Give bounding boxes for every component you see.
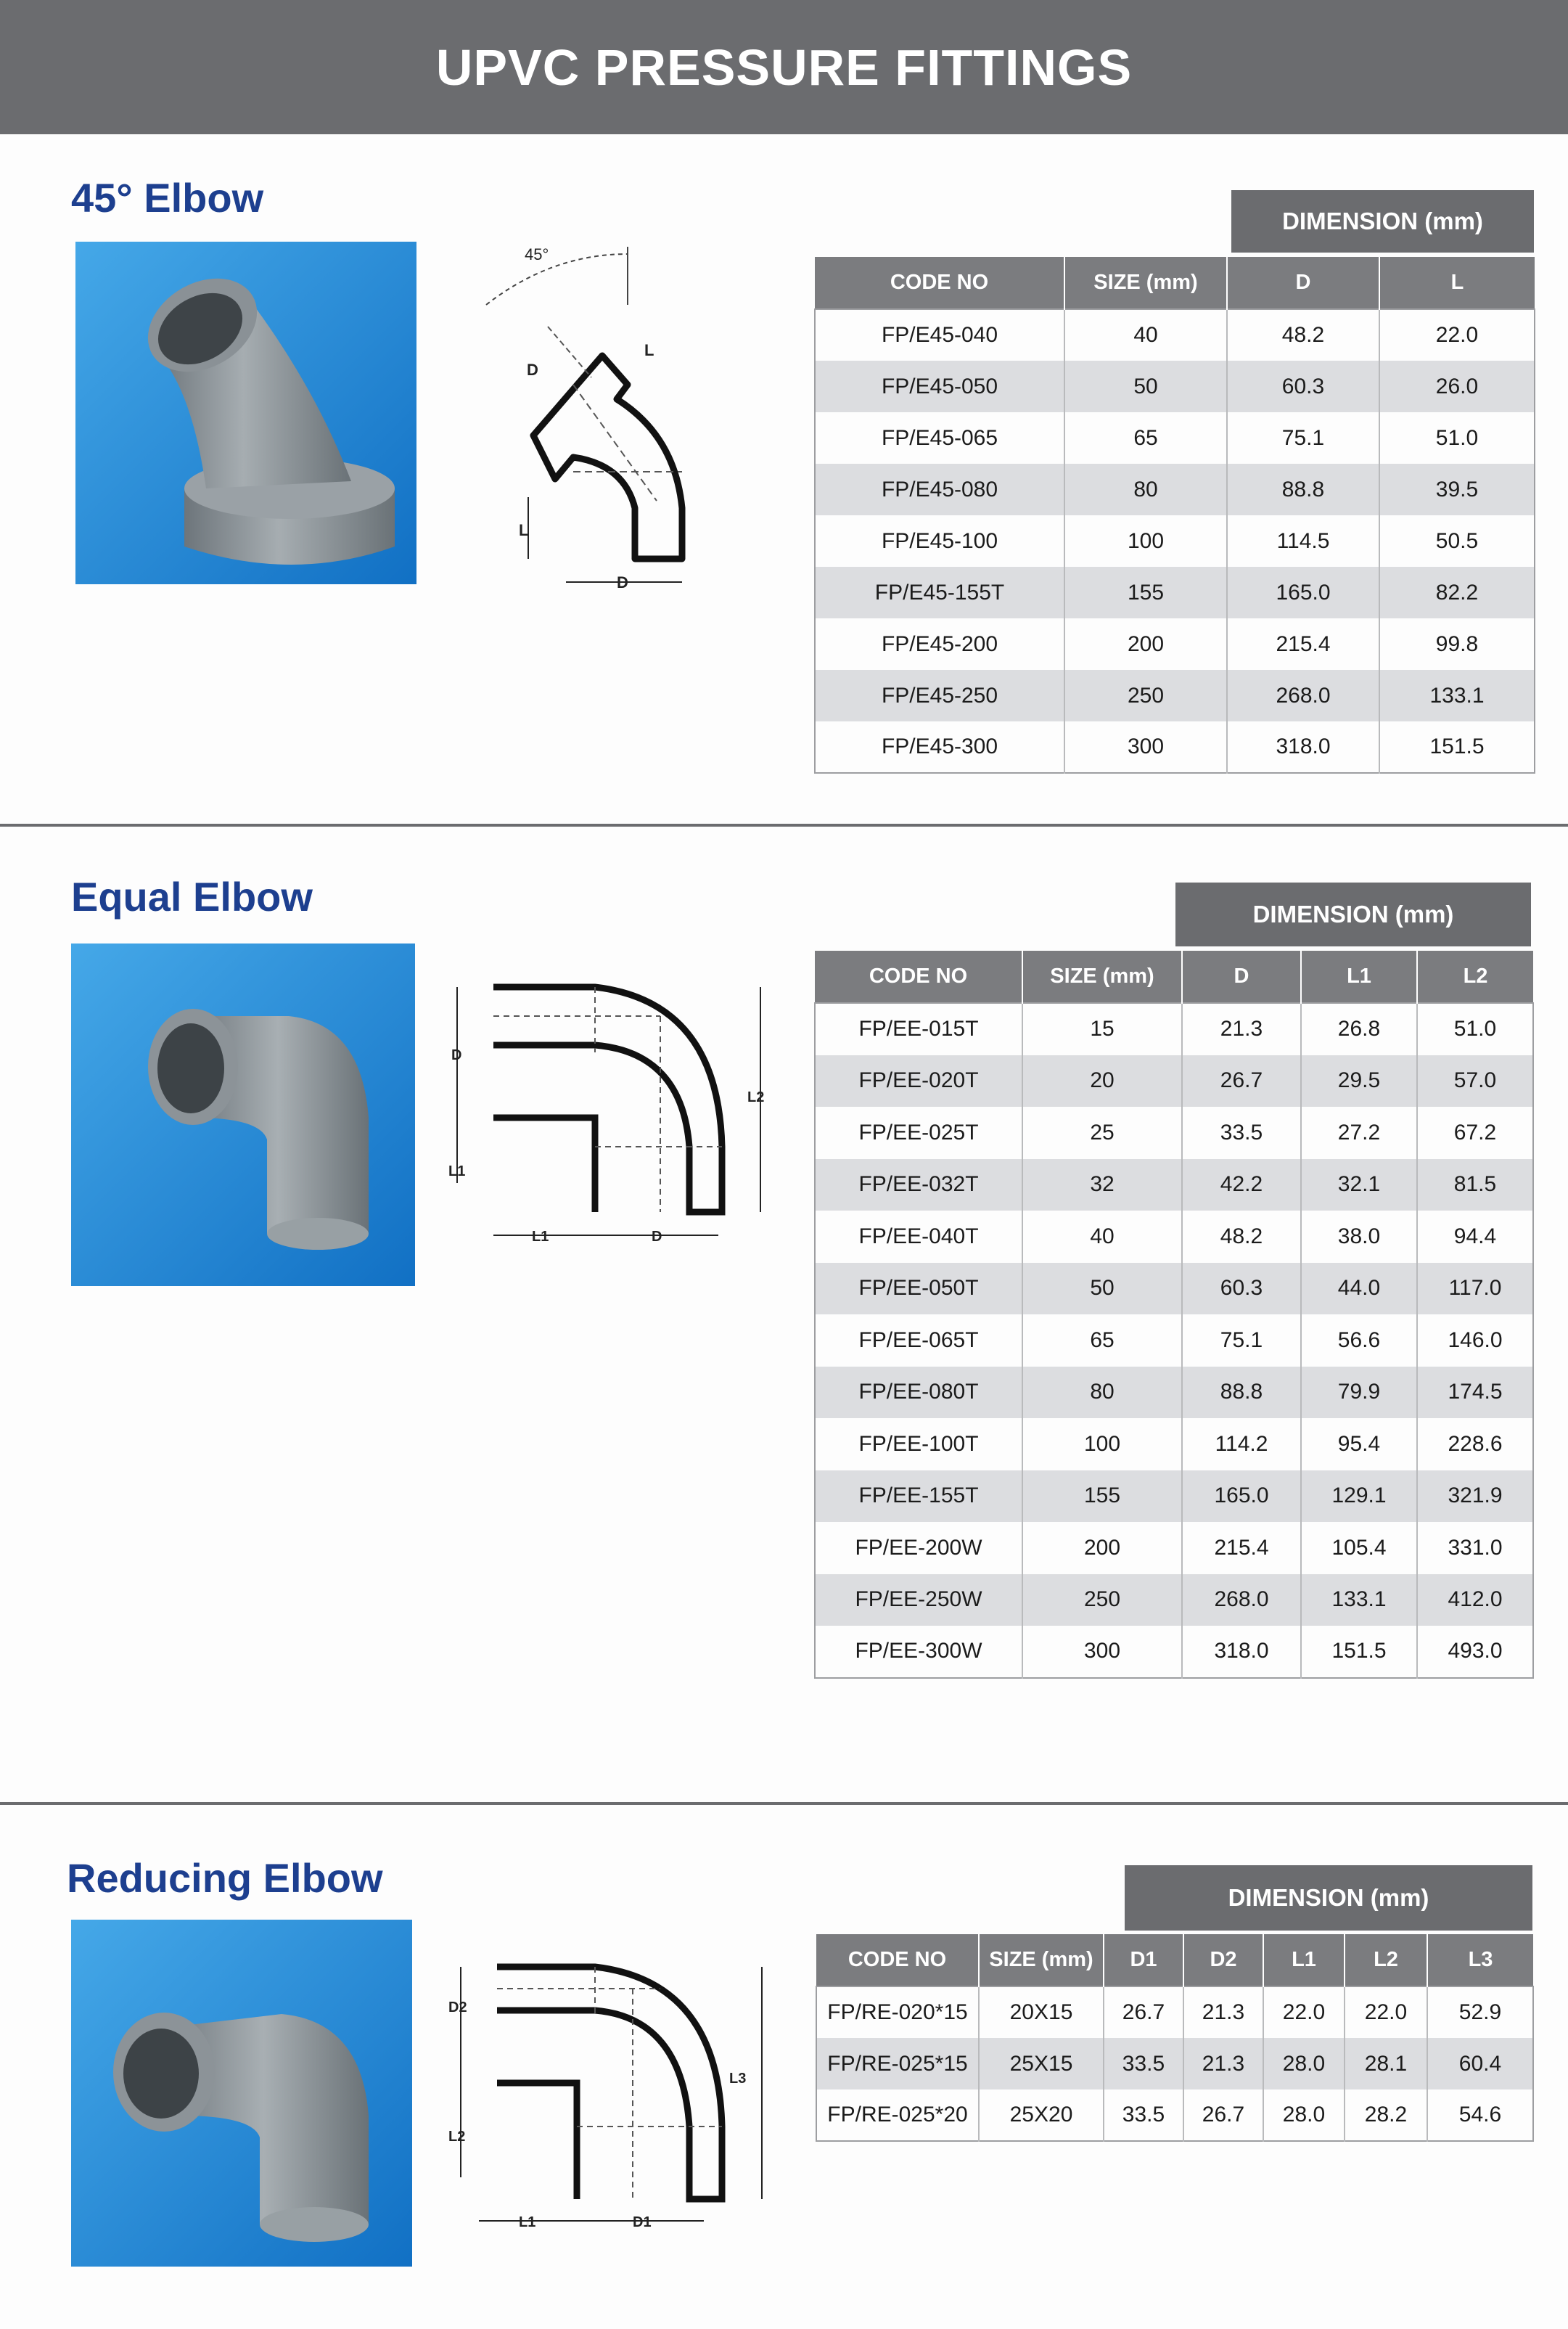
table-cell: 33.5	[1104, 2038, 1183, 2089]
table-cell: 300	[1064, 721, 1227, 773]
diagram-d-bottom-label: D	[652, 1229, 662, 1245]
table-row	[815, 670, 1535, 721]
table-cell: FP/RE-025*20	[827, 2103, 968, 2127]
table-cell: 200	[1064, 618, 1227, 670]
table-cell: 32.1	[1301, 1159, 1417, 1211]
diagram-45-elbow	[464, 240, 740, 621]
table-cell: 60.3	[1227, 361, 1379, 412]
column-header: D1	[1104, 1934, 1183, 1986]
table-cell: 155	[1022, 1470, 1182, 1523]
diagram-reducing-elbow	[443, 1952, 776, 2246]
table-row	[815, 1055, 1533, 1108]
column-header: CODE NO	[815, 951, 1022, 1003]
table-cell: 56.6	[1301, 1314, 1417, 1367]
photo-equal-elbow	[71, 944, 415, 1286]
section-divider	[0, 1802, 1568, 1805]
table-cell: 48.2	[1182, 1211, 1301, 1263]
table-cell: 20X15	[979, 1986, 1104, 2038]
table-cell: 26.7	[1182, 1055, 1301, 1108]
table-row	[815, 1470, 1533, 1523]
table-cell: FP/E45-050	[815, 361, 1064, 412]
table-cell: 114.5	[1227, 515, 1379, 567]
table-cell: 60.3	[1182, 1263, 1301, 1315]
table-cell: 114.2	[1182, 1418, 1301, 1470]
diagram-l1-bottom-label: L1	[519, 2214, 536, 2230]
column-header: L1	[1263, 1934, 1345, 1986]
table-row	[815, 361, 1535, 412]
table-cell: FP/EE-100T	[858, 1431, 979, 1456]
table-row	[815, 1159, 1533, 1211]
table-row	[815, 1367, 1533, 1419]
table-row	[815, 721, 1535, 773]
diagram-d-bottom-label: D	[617, 573, 628, 592]
table-cell: 412.0	[1417, 1574, 1533, 1626]
table-cell: 26.7	[1183, 2089, 1263, 2141]
table-cell: 25X15	[979, 2038, 1104, 2089]
column-header: D	[1182, 951, 1301, 1003]
table-equal-elbow	[814, 951, 1534, 1679]
diagram-l1-side-label: L1	[448, 1163, 466, 1179]
table-cell: 33.5	[1182, 1107, 1301, 1159]
column-header: L2	[1417, 951, 1533, 1003]
table-cell: 165.0	[1227, 567, 1379, 618]
table-cell: 21.3	[1182, 1003, 1301, 1055]
table-cell: FP/E45-250	[815, 670, 1064, 721]
table-cell: FP/EE-015T	[858, 1017, 979, 1041]
table-cell: FP/EE-080T	[815, 1367, 1022, 1419]
table-cell: FP/E45-040	[881, 323, 998, 347]
table-row	[815, 1314, 1533, 1367]
table-cell: 29.5	[1301, 1055, 1417, 1108]
table-cell: 318.0	[1182, 1626, 1301, 1678]
table-cell: 155	[1064, 567, 1227, 618]
table-cell: 60.4	[1427, 2038, 1533, 2089]
table-cell: 32	[1022, 1159, 1182, 1211]
table-cell: 331.0	[1417, 1522, 1533, 1574]
table-cell: 250	[1064, 670, 1227, 721]
column-header: L3	[1427, 1934, 1533, 1986]
section-title-equal-elbow: Equal Elbow	[71, 874, 313, 920]
table-cell: 21.3	[1183, 1986, 1263, 2038]
table-cell: 50.5	[1379, 515, 1535, 567]
diagram-d-side-label: D	[451, 1047, 462, 1063]
diagram-l-side-label: L	[519, 521, 529, 539]
table-cell: 38.0	[1301, 1211, 1417, 1263]
column-header: CODE NO	[815, 257, 1064, 309]
table-cell: 300	[1022, 1626, 1182, 1678]
table-row	[815, 515, 1535, 567]
column-header: L2	[1345, 1934, 1427, 1986]
table-row	[816, 2038, 1533, 2089]
table-cell: 51.0	[1417, 1003, 1533, 1055]
table-row	[815, 1574, 1533, 1626]
table-cell: 105.4	[1301, 1522, 1417, 1574]
table-cell: FP/EE-250W	[815, 1574, 1022, 1626]
table-cell: 80	[1022, 1367, 1182, 1419]
table-row	[815, 1418, 1533, 1470]
section-title-reducing-elbow: Reducing Elbow	[67, 1855, 383, 1901]
table-cell: 48.2	[1227, 309, 1379, 361]
table-cell: 100	[1022, 1418, 1182, 1470]
table-cell: 79.9	[1301, 1367, 1417, 1419]
table-cell: 20	[1022, 1055, 1182, 1108]
table-cell: 25X20	[979, 2089, 1104, 2141]
table-row	[815, 1263, 1533, 1315]
column-header: SIZE (mm)	[1064, 257, 1227, 309]
table-cell: 493.0	[1417, 1626, 1533, 1678]
table-row	[815, 309, 1535, 361]
table-cell: 94.4	[1417, 1211, 1533, 1263]
table-cell: 57.0	[1417, 1055, 1533, 1108]
table-cell: 88.8	[1182, 1367, 1301, 1419]
table-cell: 99.8	[1379, 618, 1535, 670]
table-cell: 81.5	[1417, 1159, 1533, 1211]
table-cell: 33.5	[1104, 2089, 1183, 2141]
table-row	[816, 2089, 1533, 2141]
table-cell: 318.0	[1227, 721, 1379, 773]
table-cell: 28.0	[1263, 2038, 1345, 2089]
table-cell: FP/E45-200	[881, 631, 998, 656]
table-cell: FP/EE-065T	[858, 1327, 979, 1352]
table-cell: 82.2	[1379, 567, 1535, 618]
table-cell: FP/RE-025*15	[816, 2038, 979, 2089]
table-row	[815, 1211, 1533, 1263]
table-cell: 25	[1022, 1107, 1182, 1159]
table-cell: 67.2	[1417, 1107, 1533, 1159]
diagram-angle-label: 45°	[525, 245, 549, 263]
column-header: L	[1379, 257, 1535, 309]
table-cell: 22.0	[1263, 1986, 1345, 2038]
table-cell: 28.2	[1345, 2089, 1427, 2141]
table-row	[815, 412, 1535, 464]
table-cell: FP/EE-155T	[815, 1470, 1022, 1523]
photo-reducing-elbow	[71, 1920, 412, 2267]
table-cell: 26.8	[1301, 1003, 1417, 1055]
table-row	[816, 1986, 1533, 2038]
table-cell: 75.1	[1227, 412, 1379, 464]
table-cell: 133.1	[1301, 1574, 1417, 1626]
table-cell: 50	[1022, 1263, 1182, 1315]
table-header-row	[815, 951, 1533, 1003]
table-cell: 165.0	[1182, 1470, 1301, 1523]
table-cell: 28.0	[1263, 2089, 1345, 2141]
table-cell: 200	[1022, 1522, 1182, 1574]
table-cell: FP/EE-032T	[815, 1159, 1022, 1211]
table-row	[815, 567, 1535, 618]
column-header: L1	[1301, 951, 1417, 1003]
table-cell: 151.5	[1301, 1626, 1417, 1678]
table-cell: 26.7	[1104, 1986, 1183, 2038]
table-cell: 28.1	[1345, 2038, 1427, 2089]
column-header: CODE NO	[816, 1934, 979, 1986]
table-cell: 39.5	[1379, 464, 1535, 515]
table-cell: 151.5	[1379, 721, 1535, 773]
dimension-header-equal-elbow: DIMENSION (mm)	[1175, 883, 1531, 946]
table-cell: FP/EE-040T	[858, 1224, 979, 1248]
table-cell: 268.0	[1227, 670, 1379, 721]
column-header: D2	[1183, 1934, 1263, 1986]
table-row	[815, 1522, 1533, 1574]
table-cell: 15	[1022, 1003, 1182, 1055]
page-banner	[0, 0, 1568, 134]
table-cell: 22.0	[1345, 1986, 1427, 2038]
table-cell: 215.4	[1227, 618, 1379, 670]
dimension-header-45-elbow: DIMENSION (mm)	[1231, 190, 1534, 253]
table-cell: 146.0	[1417, 1314, 1533, 1367]
diagram-d-top-label: D	[527, 361, 538, 379]
table-cell: FP/EE-020T	[815, 1055, 1022, 1108]
diagram-l3-side-label: L3	[729, 2071, 747, 2087]
section-divider	[0, 824, 1568, 827]
table-cell: 26.0	[1379, 361, 1535, 412]
table-reducing-elbow	[816, 1934, 1534, 2142]
table-cell: 27.2	[1301, 1107, 1417, 1159]
table-cell: 88.8	[1227, 464, 1379, 515]
table-cell: FP/EE-025T	[858, 1120, 979, 1145]
column-header: SIZE (mm)	[979, 1934, 1104, 1986]
diagram-l2-side-label: L2	[747, 1089, 765, 1105]
table-header-row	[816, 1934, 1533, 1986]
table-cell: 40	[1022, 1211, 1182, 1263]
table-cell: FP/E45-300	[881, 734, 998, 758]
table-cell: 65	[1064, 412, 1227, 464]
table-cell: FP/EE-300W	[855, 1639, 982, 1663]
diagram-l1-bottom-label: L1	[532, 1229, 549, 1245]
table-cell: 100	[1064, 515, 1227, 567]
table-cell: 133.1	[1379, 670, 1535, 721]
table-cell: 215.4	[1182, 1522, 1301, 1574]
table-cell: FP/E45-080	[815, 464, 1064, 515]
dimension-header-reducing-elbow: DIMENSION (mm)	[1125, 1865, 1532, 1931]
diagram-l-top-label: L	[644, 341, 654, 359]
diagram-d2-side-label: D2	[448, 1999, 467, 2015]
table-cell: 54.6	[1427, 2089, 1533, 2141]
diagram-equal-elbow	[443, 973, 776, 1252]
table-cell: 321.9	[1417, 1470, 1533, 1523]
table-row	[815, 1107, 1533, 1159]
table-cell: 268.0	[1182, 1574, 1301, 1626]
column-header: D	[1227, 257, 1379, 309]
table-row	[815, 1003, 1533, 1055]
table-cell: 80	[1064, 464, 1227, 515]
table-cell: 129.1	[1301, 1470, 1417, 1523]
table-cell: 65	[1022, 1314, 1182, 1367]
table-cell: 75.1	[1182, 1314, 1301, 1367]
section-title-45-elbow: 45° Elbow	[71, 175, 264, 221]
table-cell: FP/E45-100	[881, 528, 998, 553]
table-cell: 50	[1064, 361, 1227, 412]
table-cell: 21.3	[1183, 2038, 1263, 2089]
table-row	[815, 618, 1535, 670]
diagram-d1-bottom-label: D1	[633, 2214, 652, 2230]
table-cell: 117.0	[1417, 1263, 1533, 1315]
table-cell: 44.0	[1301, 1263, 1417, 1315]
table-cell: 40	[1064, 309, 1227, 361]
table-cell: FP/E45-065	[881, 425, 998, 450]
column-header: SIZE (mm)	[1022, 951, 1182, 1003]
table-cell: 52.9	[1427, 1986, 1533, 2038]
table-row	[815, 464, 1535, 515]
table-45-elbow	[814, 257, 1535, 774]
table-cell: FP/RE-020*15	[827, 2000, 968, 2024]
photo-45-elbow	[75, 242, 416, 584]
table-cell: FP/EE-050T	[815, 1263, 1022, 1315]
table-cell: 22.0	[1379, 309, 1535, 361]
table-cell: 250	[1022, 1574, 1182, 1626]
page-title: UPVC PRESSURE FITTINGS	[435, 38, 1133, 96]
table-cell: 228.6	[1417, 1418, 1533, 1470]
table-cell: 174.5	[1417, 1367, 1533, 1419]
table-cell: 95.4	[1301, 1418, 1417, 1470]
table-cell: 51.0	[1379, 412, 1535, 464]
table-cell: FP/EE-200W	[855, 1535, 982, 1560]
table-row	[815, 1626, 1533, 1678]
diagram-l2-side-label: L2	[448, 2129, 466, 2145]
table-cell: FP/E45-155T	[815, 567, 1064, 618]
table-header-row	[815, 257, 1535, 309]
table-cell: 42.2	[1182, 1159, 1301, 1211]
